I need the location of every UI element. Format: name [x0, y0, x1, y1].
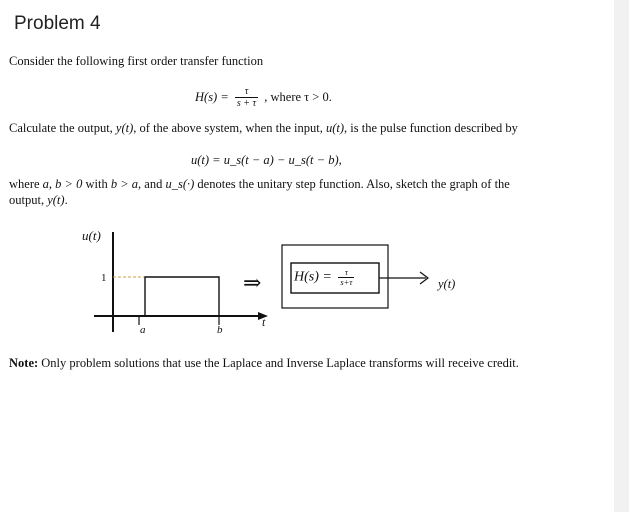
- calc-text-a: Calculate the output,: [9, 121, 116, 135]
- u-axis-label: u(t): [82, 228, 101, 243]
- note-paragraph: [9, 355, 544, 371]
- calc-u: u(t): [325, 121, 345, 135]
- where-text-e: .: [64, 193, 68, 207]
- pulse-shape: [145, 277, 219, 316]
- where-us: u_s(·): [165, 177, 195, 191]
- where-y: y(t): [47, 193, 65, 207]
- note-bold: Note:: [9, 356, 39, 370]
- calc-y: y(t): [115, 121, 134, 135]
- calc-text-b: , of the above system, when the input,: [133, 121, 326, 135]
- box-lhs: H(s) =: [294, 269, 332, 285]
- calc-text-c: , is the pulse function described by: [344, 121, 518, 135]
- t-label: t: [262, 315, 266, 329]
- b-label: b: [217, 324, 223, 336]
- transfer-condition: , where τ > 0.: [264, 90, 332, 104]
- where-text-a: where: [9, 177, 43, 191]
- where-text-d: denotes the unitary step function. Also, sketch the graph of the output,: [9, 177, 510, 207]
- box-transfer-function: [294, 268, 357, 287]
- box-numerator: τ: [344, 267, 348, 277]
- note-text: Only problem solutions that use the Laplace and Inverse Laplace transforms will receive credit.: [38, 356, 519, 370]
- output-label: y(t): [438, 277, 456, 291]
- problem-title: Problem 4: [14, 13, 101, 34]
- transfer-numerator: τ: [244, 86, 249, 97]
- transfer-lhs: H(s) =: [195, 90, 229, 104]
- box-denominator: s+τ: [340, 277, 353, 287]
- input-equation-text: u(t) = u_s(t − a) − u_s(t − b),: [191, 153, 342, 167]
- where-bgta: b > a: [110, 177, 139, 191]
- a-label: a: [140, 324, 146, 336]
- implies-arrow-icon: ⇒: [243, 270, 262, 295]
- where-ab: a, b > 0: [42, 177, 83, 191]
- where-text-b: with: [82, 177, 111, 191]
- level-one-label: 1: [101, 272, 107, 284]
- where-text-c: , and: [138, 177, 166, 191]
- transfer-denominator: s + τ: [236, 98, 257, 109]
- intro-text: Consider the following first order transfer function: [9, 54, 264, 68]
- box-fraction: [338, 268, 354, 287]
